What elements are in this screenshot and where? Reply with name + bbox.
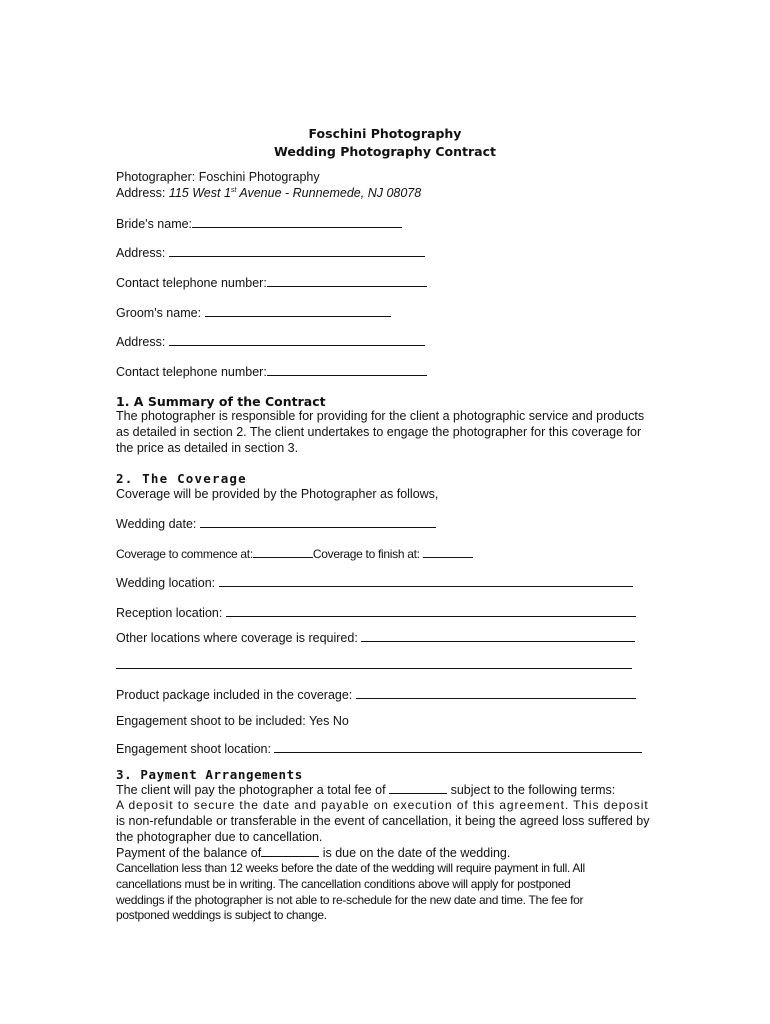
cancel-line2: cancellations must be in writing. The cancellation conditions above will apply for postponed	[116, 877, 571, 891]
commence-label: Coverage to commence at:	[116, 547, 253, 561]
address-value: 115 West 1st Avenue - Runnemede, NJ 08078	[168, 186, 422, 200]
finish-label: Coverage to finish at:	[312, 547, 420, 561]
wedding-date-field[interactable]	[116, 516, 436, 532]
bride-address-label: Address:	[116, 246, 166, 260]
deposit-line2: is non-refundable or transferable in the event of cancellation, it being the agreed loss suffered by	[116, 814, 650, 828]
section1-line2: as detailed in section 2. The client undertakes to engage the photographer for this coverage for	[116, 425, 642, 439]
total-fee-field[interactable]	[116, 782, 615, 798]
groom-contact-blank[interactable]	[267, 364, 427, 376]
section1-heading: 1. A Summary of the Contract	[116, 394, 326, 409]
cancel-line1: Cancellation less than 12 weeks before the date of the wedding will require payment in full. All	[116, 861, 585, 875]
commence-blank[interactable]	[253, 546, 313, 558]
wedding-date-blank[interactable]	[200, 516, 436, 528]
groom-address-blank[interactable]	[169, 334, 425, 346]
reception-location-blank[interactable]	[226, 605, 636, 617]
other-locations-label: Other locations where coverage is required:	[116, 631, 358, 645]
balance-blank[interactable]	[261, 845, 319, 857]
groom-address-field[interactable]	[116, 334, 425, 350]
grooms-name-blank[interactable]	[205, 305, 391, 317]
wedding-date-label: Wedding date:	[116, 517, 197, 531]
brides-name-blank[interactable]	[192, 216, 402, 228]
reception-location-label: Reception location:	[116, 606, 223, 620]
groom-address-label: Address:	[116, 335, 166, 349]
wedding-location-blank[interactable]	[219, 575, 633, 587]
photographer-label: Photographer:	[116, 170, 196, 184]
product-package-blank[interactable]	[356, 687, 636, 699]
groom-contact-label: Contact telephone number:	[116, 365, 267, 379]
bride-address-blank[interactable]	[169, 245, 425, 257]
other-locations-blank[interactable]	[361, 630, 635, 642]
section2-heading: 2. The Coverage	[116, 471, 247, 486]
groom-contact-field[interactable]	[116, 364, 427, 380]
wedding-location-field[interactable]	[116, 575, 633, 591]
bride-address-field[interactable]	[116, 245, 425, 261]
photographer-line	[116, 170, 320, 185]
total-fee-blank[interactable]	[389, 782, 447, 794]
finish-blank[interactable]	[423, 546, 473, 558]
deposit-line3: the photographer due to cancellation.	[116, 830, 323, 844]
wedding-location-label: Wedding location:	[116, 576, 216, 590]
section2-intro: Coverage will be provided by the Photographer as follows,	[116, 487, 439, 501]
section1-line3: the price as detailed in section 3.	[116, 441, 299, 455]
company-title: Foschini Photography	[308, 126, 462, 141]
section1-line1: The photographer is responsible for providing for the client a photographic service and products	[116, 409, 645, 423]
section3-heading: 3. Payment Arrangements	[116, 767, 303, 782]
contract-title: Wedding Photography Contract	[274, 144, 496, 159]
bride-contact-blank[interactable]	[267, 275, 427, 287]
other-locations-continuation-line[interactable]	[116, 668, 632, 669]
address-label: Address:	[116, 186, 166, 200]
deposit-line1: A deposit to secure the date and payable on execution of this agreement. This deposit	[116, 798, 649, 812]
cancel-line3: weddings if the photographer is not able to re-schedule for the new date and time. The fee for	[116, 893, 584, 907]
product-package-field[interactable]	[116, 687, 636, 703]
cancel-line4: postponed weddings is subject to change.	[116, 908, 327, 922]
balance-field[interactable]	[116, 845, 510, 861]
grooms-name-label: Groom's name:	[116, 306, 202, 320]
brides-name-field[interactable]	[116, 216, 402, 232]
photographer-address-line	[116, 186, 421, 201]
fee-pre-text: The client will pay the photographer a total fee of	[116, 783, 386, 797]
reception-location-field[interactable]	[116, 605, 636, 621]
product-package-label: Product package included in the coverage:	[116, 688, 353, 702]
brides-name-label: Bride's name:	[116, 217, 193, 231]
balance-pre-text: Payment of the balance of	[116, 846, 262, 860]
bride-contact-field[interactable]	[116, 275, 427, 291]
grooms-name-field[interactable]	[116, 305, 391, 321]
photographer-value: Foschini Photography	[198, 170, 320, 184]
balance-post-text: is due on the date of the wedding.	[322, 846, 511, 860]
fee-post-text: subject to the following terms:	[450, 783, 616, 797]
bride-contact-label: Contact telephone number:	[116, 276, 267, 290]
engagement-location-blank[interactable]	[274, 741, 642, 753]
engagement-location-label: Engagement shoot location:	[116, 742, 271, 756]
engagement-shoot-line: Engagement shoot to be included: Yes No	[116, 714, 349, 728]
coverage-times-field[interactable]	[116, 546, 473, 562]
engagement-location-field[interactable]	[116, 741, 642, 757]
other-locations-field[interactable]	[116, 630, 635, 646]
